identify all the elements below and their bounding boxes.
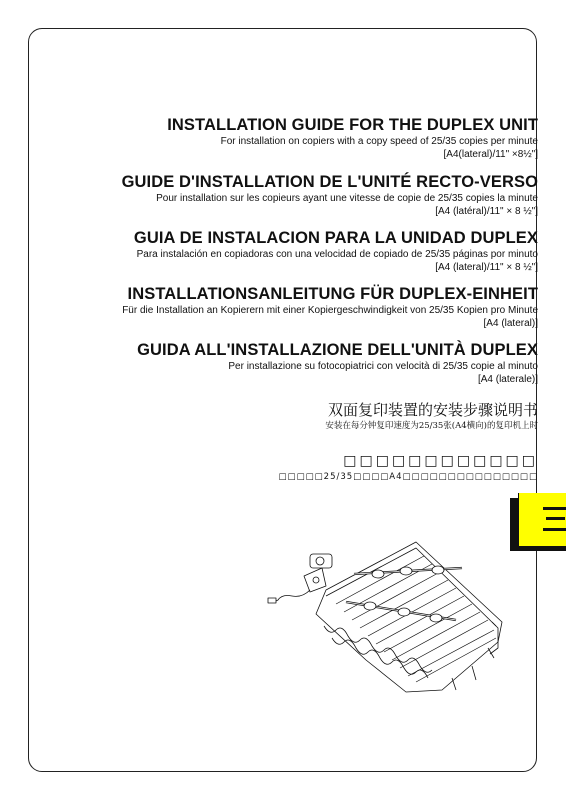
subtitle-french-line2: [A4 (latéral)/11" × 8 ½"] — [435, 206, 538, 217]
subtitle-italian-line2: [A4 (laterale)] — [477, 374, 538, 385]
section-unrendered — [279, 451, 538, 483]
title-french: GUIDE D'INSTALLATION DE L'UNITÉ RECTO-VERSO — [121, 173, 538, 191]
subtitle-unrendered: □□□□□25/35□□□□A4□□□□□□□□□□□□□□□ — [278, 472, 538, 482]
title-unrendered: □□□□□□□□□□□□ — [343, 453, 538, 469]
subtitle-french-line1: Pour installation sur les copieurs ayant une vitesse de copie de 25/35 copies la minute — [156, 193, 538, 204]
title-english: INSTALLATION GUIDE FOR THE DUPLEX UNIT — [167, 116, 538, 134]
title-german: INSTALLATIONSANLEITUNG FÜR DUPLEX-EINHEIT — [127, 285, 538, 303]
duplex-unit-illustration — [266, 530, 506, 700]
subtitle-chinese: 安装在每分钟复印速度为25/35张(A4横向)的复印机上时 — [325, 421, 538, 431]
subtitle-german-line1: Für die Installation an Kopierern mit einer Kopiergeschwindigkeit von 25/35 Kopien pro Minute — [122, 305, 538, 316]
section-italian — [137, 340, 538, 386]
subtitle-italian-line1: Per installazione su fotocopiatrici con velocità di 25/35 copie al minuto — [228, 361, 538, 372]
three-lines-icon — [541, 505, 566, 533]
title-spanish: GUIA DE INSTALACION PARA LA UNIDAD DUPLEX — [133, 229, 538, 247]
section-chinese — [325, 400, 538, 432]
title-italian: GUIDA ALL'INSTALLAZIONE DELL'UNITÀ DUPLEX — [137, 341, 538, 359]
section-french — [122, 172, 538, 218]
title-chinese: 双面复印装置的安装步骤说明书 — [327, 401, 538, 419]
section-english — [167, 115, 538, 161]
section-tab — [518, 493, 566, 546]
subtitle-spanish-line2: [A4 (lateral)/11" × 8 ½"] — [435, 262, 538, 273]
subtitle-english-line1: For installation on copiers with a copy speed of 25/35 copies per minute — [220, 136, 538, 147]
section-spanish — [134, 228, 538, 274]
section-german — [122, 284, 538, 330]
subtitle-spanish-line1: Para instalación en copiadoras con una velocidad de copiado de 25/35 páginas por minuto — [136, 249, 538, 260]
subtitle-german-line2: [A4 (lateral)] — [483, 318, 538, 329]
subtitle-english-line2: [A4(lateral)/11" ×8½"] — [443, 149, 538, 160]
